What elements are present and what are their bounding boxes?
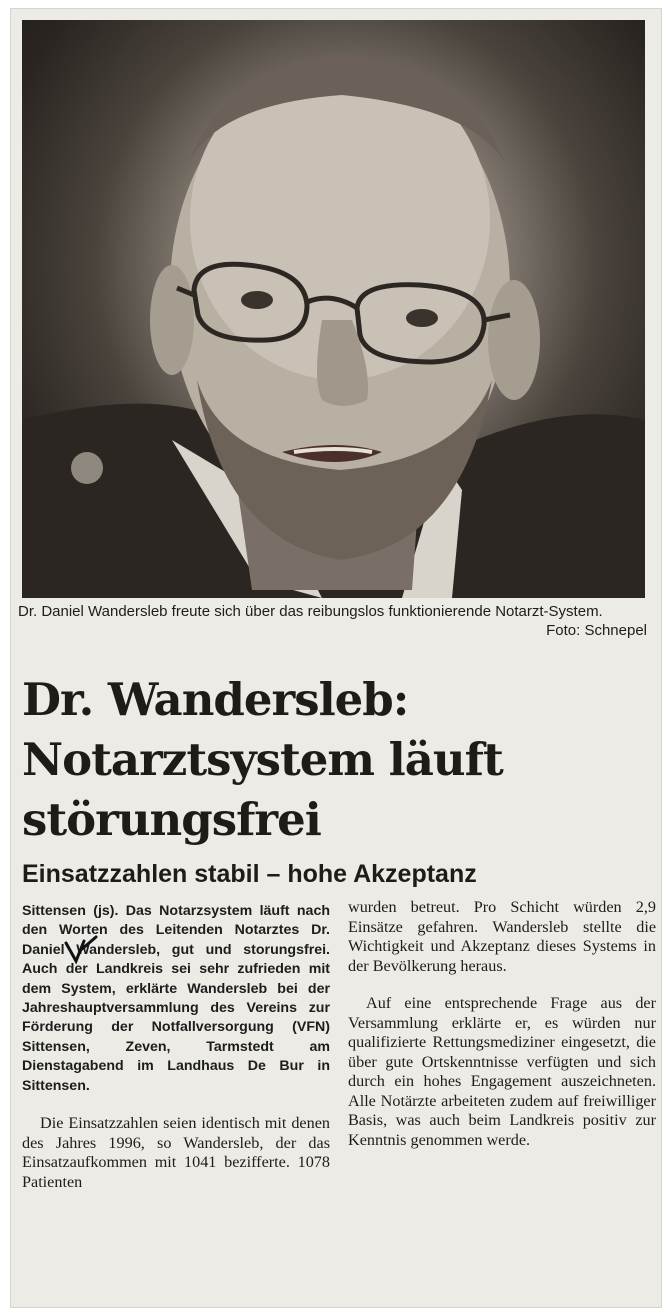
headline-line: störungsfrei [22, 793, 321, 846]
article-paragraph: Die Einsatzzahlen seien identisch mit denen des Jahres 1996, so Wandersleb, der das Einsatzaufkommen mit 1041 bezifferte. 1078 Patienten [22, 1114, 330, 1191]
headline-line: Dr. Wandersleb: [22, 673, 409, 726]
portrait-illustration [22, 20, 645, 598]
article-lead: Sittensen (js). Das Notarzsystem läuft nach den Worten des Leitenden Notarztes Dr. Daniel Wandersleb, gut und storungsfrei. Auch der Landkreis sei sehr zufrieden mit dem System, erklärte Wandersleb bei der Jahreshauptversammlung des Vereins zur Förderung der Notfallversorgung (VFN) Sittensen, Zeven, Tarmstedt am Dienstagabend im Landhaus De Bur in Sittensen. [22, 903, 330, 1094]
portrait-photo [22, 20, 645, 598]
article-paragraph-continued: wurden betreut. Pro Schicht würden 2,9 Einsätze gefahren. Wandersleb stellte die Wichtigkeit und Akzeptanz dieses Systems in der Bevölkerung heraus. [348, 898, 656, 975]
article-column-right [348, 898, 656, 1150]
handwritten-check-mark [62, 935, 102, 965]
article-headline [22, 670, 652, 850]
headline-line: Notarztsystem läuft [22, 733, 503, 786]
photo-caption: Dr. Daniel Wandersleb freute sich über das reibungslos funktionierende Notarzt-System. [18, 603, 603, 620]
article-subheadline: Einsatzzahlen stabil – hohe Akzeptanz [22, 860, 477, 888]
article-paragraph: Auf eine entsprechende Frage aus der Versammlung erklärte er, es würden nur qualifizierte Rettungsmediziner eingesetzt, die über gute Ortskenntnisse verfügten und sich durch ein hohes Engagement auszeichneten. Alle Notärzte arbeiteten zudem auf freiwilliger Basis, was auch beim Landkreis positiv zur Kenntnis genommen werde. [348, 994, 656, 1149]
photo-credit: Foto: Schnepel [546, 622, 647, 639]
